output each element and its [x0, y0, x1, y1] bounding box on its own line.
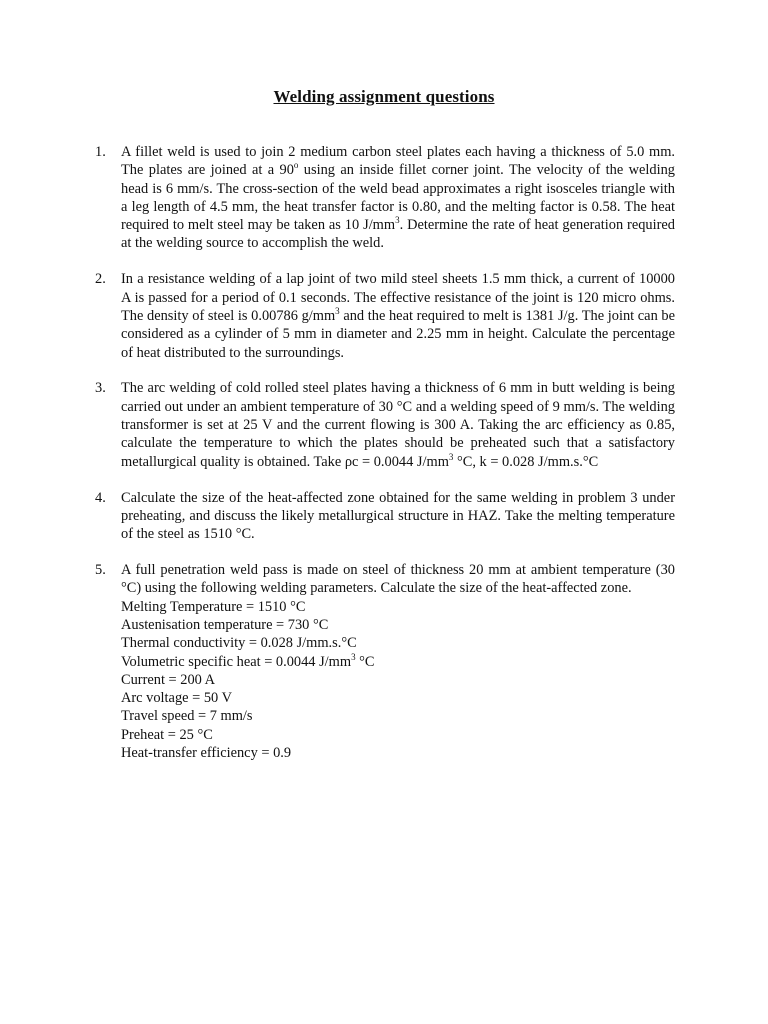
question-number: 1.: [95, 144, 106, 160]
param-heat-transfer-efficiency: Heat-transfer efficiency = 0.9: [121, 744, 292, 761]
question-text-part: A fillet weld is used to join 2 medium carbon steel plates each having a thickness of 5.0 mm. The plates are joined at a 90: [121, 144, 675, 179]
question-3: [90, 379, 675, 470]
question-text-part: The arc welding of cold rolled steel plates having a thickness of 6 mm in butt welding is being carried out under an ambient temperature of 30 °C and a welding speed of 9 mm/s. The welding transformer is set at 25 V and the current flowing is 300 A. Taking the arc efficiency as 0.85, calculate the temperature to which the plates should be preheated such that a satisfactory metallurgical quality is obtained. Take ρc = 0.0044 J/mm: [121, 380, 675, 470]
page-title: Welding assignment questions: [273, 87, 495, 106]
question-text-part: °C, k = 0.028 J/mm.s.°C: [453, 453, 599, 470]
question-text: [121, 270, 675, 361]
param-travel-speed: Travel speed = 7 mm/s: [121, 708, 253, 725]
question-text: [121, 379, 675, 470]
question-text-part: using an inside fillet corner joint. The velocity of the welding head is 6 mm/s. The cross-section of the weld bead approximates a right isosceles triangle with a leg length of 4.5 mm, the heat transfer factor is 0.80, and the melting factor is 0.58. The heat required to melt steel may be taken as 10 J/mm: [121, 162, 675, 234]
param-austenisation-temperature: Austenisation temperature = 730 °C: [121, 616, 329, 633]
param-thermal-conductivity: Thermal conductivity = 0.028 J/mm.s.°C: [121, 635, 357, 652]
question-text-part: In a resistance welding of a lap joint of two mild steel sheets 1.5 mm thick, a current of 10000 A is passed for a period of 0.1 seconds. The effective resistance of the joint is 120 micro ohms. The density of steel is 0.00786 g/mm: [121, 271, 675, 324]
superscript: 3: [335, 305, 340, 316]
param-current: Current = 200 A: [121, 671, 216, 688]
param-volumetric-specific-heat: [121, 653, 675, 671]
question-number: 4.: [95, 489, 106, 506]
question-text-part: A full penetration weld pass is made on steel of thickness 20 mm at ambient temperature (30 °C) using the following welding parameters. Calculate the size of the heat-affected zone.: [121, 562, 675, 597]
param-arc-voltage: Arc voltage = 50 V: [121, 690, 232, 707]
parameter-list: [121, 598, 675, 763]
param-preheat: Preheat = 25 °C: [121, 726, 213, 743]
question-2: [90, 270, 675, 361]
param-text-part: Volumetric specific heat = 0.0044 J/mm: [121, 653, 352, 670]
superscript: 3: [448, 451, 454, 462]
question-4: [90, 489, 675, 544]
question-number: 2.: [95, 271, 106, 288]
question-text: [121, 561, 675, 762]
question-text: [121, 143, 675, 253]
param-text-part: °C: [355, 653, 375, 670]
question-text-part: and the heat required to melt is 1381 J/g. The joint can be considered as a cylinder of 5 mm in diameter and 2.25 mm in height. Calculate the percentage of heat distributed to the surroundings.: [121, 307, 675, 361]
question-number: 5.: [95, 562, 106, 579]
param-melting-temperature: Melting Temperature = 1510 °C: [121, 598, 306, 615]
question-text: Calculate the size of the heat-affected zone obtained for the same welding in problem 3 under preheating, and discuss the likely metallurgical structure in HAZ. Take the melting temperature of the steel as 1510 °C.: [121, 489, 675, 543]
question-number: 3.: [95, 380, 106, 397]
superscript: 3: [351, 651, 356, 662]
question-1: [90, 143, 675, 253]
question-list: [90, 143, 675, 780]
superscript: o: [293, 160, 299, 171]
question-text-part: . Determine the rate of heat generation required at the welding source to accomplish the weld.: [121, 217, 675, 252]
question-5: [90, 561, 675, 762]
superscript: 3: [395, 215, 400, 226]
